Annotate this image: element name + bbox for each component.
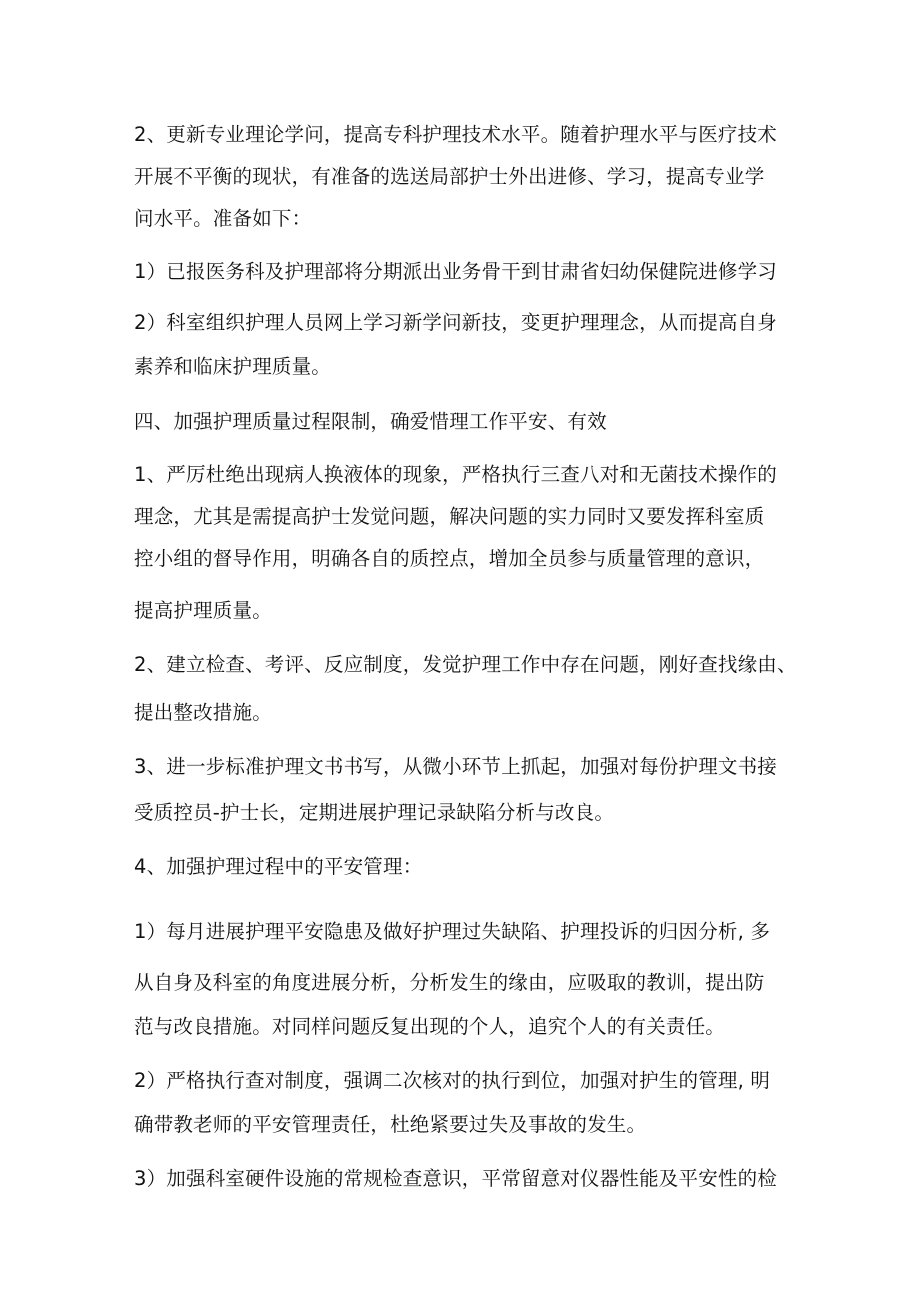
text-line: 控小组的督导作用，明确各自的质控点，增加全员参与质量管理的意识， (134, 547, 765, 570)
text-line: 范与改良措施。对同样问题反复出现的个人，追究个人的有关责任。 (134, 1015, 726, 1038)
text-line: 素养和临床护理质量。 (134, 355, 332, 378)
text-line: 1）每月进展护理平安隐患及做好护理过失缺陷、护理投诉的归因分析, 多 (134, 920, 771, 943)
text-line: 3）加强科室硬件设施的常规检查意识，平常留意对仪器性能及平安性的检 (134, 1167, 778, 1190)
text-line: 从自身及科室的角度进展分析，分析发生的缘由，应吸取的教训，提出防 (134, 971, 765, 994)
text-line: 1）已报医务科及护理部将分期派出业务骨干到甘肃省妇幼保健院进修学习 (134, 260, 778, 283)
text-line: 提高护理质量。 (134, 599, 272, 622)
text-line: 受质控员-护士长，定期进展护理记录缺陷分析与改良。 (134, 801, 615, 824)
text-line: 问水平。准备如下： (134, 207, 312, 230)
text-line: 提出整改措施。 (134, 701, 272, 724)
text-line: 确带教老师的平安管理责任，杜绝紧要过失及事故的发生。 (134, 1113, 647, 1136)
section-heading: 四、加强护理质量过程限制，确爱惜理工作平安、有效 (134, 410, 607, 433)
text-line: 1、严厉杜绝出现病人换液体的现象，严格执行三查八对和无菌技术操作的 (134, 463, 778, 486)
text-line: 2）严格执行查对制度，强调二次核对的执行到位，加强对护生的管理, 明 (134, 1069, 771, 1092)
text-line: 4、加强护理过程中的平安管理： (134, 855, 423, 878)
text-line: 2、建立检查、考评、反应制度，发觉护理工作中存在问题，刚好查找缘由、 (134, 653, 797, 676)
text-line: 2）科室组织护理人员网上学习新学问新技，变更护理理念，从而提高自身 (134, 311, 778, 334)
text-line: 开展不平衡的现状，有准备的选送局部护士外出进修、学习，提高专业学 (134, 165, 765, 188)
text-line: 理念，尤其是需提高护士发觉问题，解决问题的实力同时又要发挥科室质 (134, 505, 765, 528)
text-line: 2、更新专业理论学问，提高专科护理技术水平。随着护理水平与医疗技术 (134, 123, 778, 146)
text-line: 3、进一步标准护理文书书写，从微小环节上抓起，加强对每份护理文书接 (134, 755, 778, 778)
